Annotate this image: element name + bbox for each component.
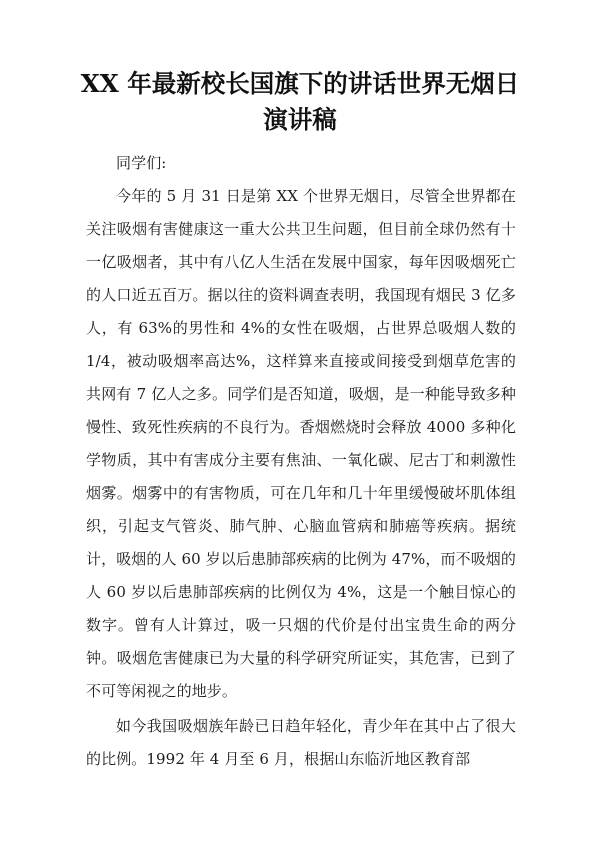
title-line-1: XX 年最新校长国旗下的讲话世界无烟日: [80, 69, 520, 98]
greeting: 同学们:: [116, 154, 167, 172]
document-title: [60, 66, 540, 138]
document-body: [86, 147, 516, 776]
paragraph-2: 如今我国吸烟族年龄已日趋年轻化，青少年在其中占了很大的比例。1992 年 4 月至 6 月，根据山东临沂地区教育部: [86, 717, 516, 768]
paragraph-1: 今年的 5 月 31 日是第 XX 个世界无烟日，尽管全世界都在关注吸烟有害健康这一重大公共卫生问题，但目前全球仍然有十一亿吸烟者，其中有八亿人生活在发展中国家，每年因吸烟死亡的人口近五百万。据以往的资料调查表明，我国现有烟民 3 亿多人，有 63%的男性和 4%的女性在吸烟，占世界总吸烟人数的 1/4，被动吸烟率高达%，这样算来直接或间接受到烟草危害的共网有 7 亿人之多。同学们是否知道，吸烟，是一种能导致多种慢性、致死性疾病的不良行为。香烟燃烧时会释放 4000 多种化学物质，其中有害成分主要有焦油、一氧化碳、尼古丁和刺激性烟雾。烟雾中的有害物质，可在几年和几十年里缓慢破坏肌体组织，引起支气管炎、肺气肿、心脑血管病和肺癌等疾病。据统计，吸烟的人 60 岁以后患肺部疾病的比例为 47%，而不吸烟的人 60 岁以后患肺部疾病的比例仅为 4%，这是一个触目惊心的数字。曾有人计算过，吸一只烟的代价是付出宝贵生命的两分钟。吸烟危害健康已为大量的科学研究所证实，其危害，已到了不可等闲视之的地步。: [86, 187, 516, 700]
title-line-2: 演讲稿: [263, 105, 337, 134]
